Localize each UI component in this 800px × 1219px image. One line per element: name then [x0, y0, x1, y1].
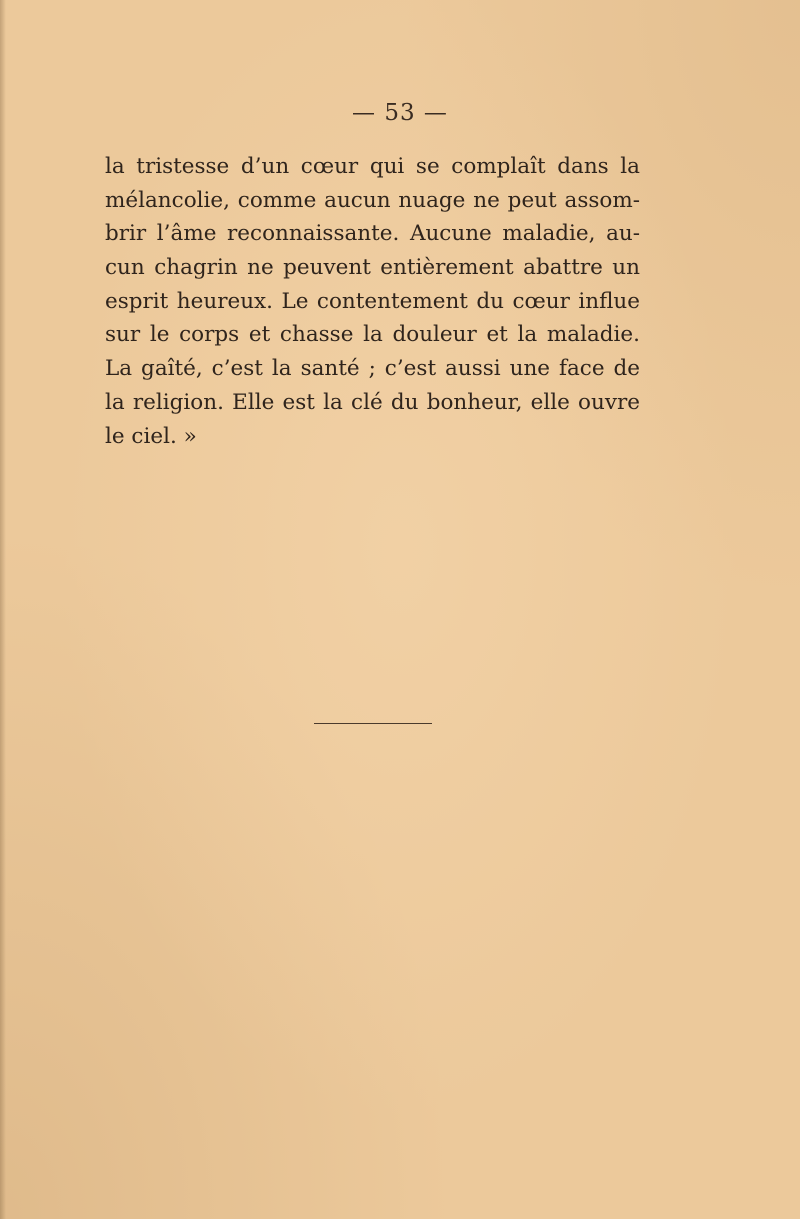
text-line: brir l’âme reconnaissante. Aucune maladie, au-: [105, 221, 640, 247]
text-line: la religion. Elle est la clé du bonheur, elle ouvre: [105, 389, 640, 415]
text-line: la tristesse d’un cœur qui se complaît dans la: [105, 154, 640, 179]
text-line: sur le corps et chasse la douleur et la maladie.: [105, 322, 640, 348]
text-line: La gaîté, c’est la santé ; c’est aussi une face de: [105, 356, 640, 382]
text-line: cun chagrin ne peuvent entièrement abattre un: [105, 255, 640, 281]
text-line: mélancolie, comme aucun nuage ne peut assom-: [105, 187, 640, 213]
text-line: le ciel. »: [105, 423, 197, 449]
body-text: [105, 150, 640, 453]
page-number: — 53 —: [352, 100, 448, 126]
page-binding-edge: [0, 0, 6, 1219]
section-divider: [314, 723, 432, 724]
text-line: esprit heureux. Le contentement du cœur influe: [105, 288, 640, 314]
